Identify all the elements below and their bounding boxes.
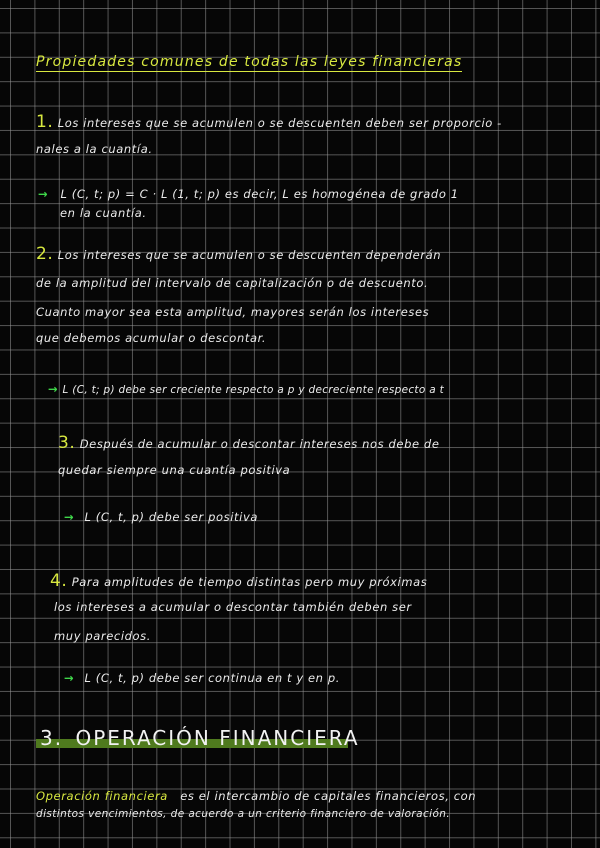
property-1-number: 1. (36, 112, 54, 132)
property-3-note (64, 510, 258, 524)
property-3-text-1: Después de acumular o descontar intereses nos debe de (79, 437, 440, 451)
property-4-number: 4. (50, 571, 68, 591)
arrow-icon: → (38, 187, 49, 201)
definition-line-1 (36, 789, 476, 803)
property-2-line-2: de la amplitud del intervalo de capitalización o de descuento. (36, 276, 429, 290)
property-4-line-3: muy parecidos. (54, 629, 152, 643)
property-4-note (64, 671, 340, 685)
property-2-note-text: L (C, t; p) debe ser creciente respecto a p y decreciente respecto a t (62, 384, 444, 396)
property-1-line-2: nales a la cuantía. (36, 142, 153, 156)
property-1-text-1: Los intereses que se acumulen o se descuenten deben ser proporcio - (57, 116, 502, 130)
property-3-number: 3. (58, 433, 76, 453)
property-3-note-text: L (C, t, p) debe ser positiva (84, 510, 259, 524)
arrow-icon: → (64, 671, 75, 685)
property-2-number: 2. (36, 244, 54, 264)
definition-line-2: distintos vencimientos, de acuerdo a un criterio financiero de valoración. (36, 808, 451, 820)
property-4-note-text: L (C, t, p) debe ser continua en t y en p. (84, 671, 340, 685)
definition-text-1: es el intercambio de capitales financieros, con (180, 789, 477, 803)
property-1-line-1 (36, 112, 502, 132)
property-2-note (48, 382, 444, 396)
page-title (36, 54, 462, 70)
property-1-formula: L (C, t; p) = C · L (1, t; p) es decir, L es homogénea de grado 1 (60, 187, 459, 201)
property-3-line-2: quedar siempre una cuantía positiva (58, 463, 291, 477)
page-title-text: Propiedades comunes de todas las leyes financieras (36, 54, 463, 70)
property-2-text-1: Los intereses que se acumulen o se descuenten dependerán (57, 248, 442, 262)
arrow-icon: → (48, 382, 59, 396)
property-2-line-4: que debemos acumular o descontar. (36, 331, 267, 345)
property-2-line-1 (36, 244, 441, 264)
section-heading (40, 726, 360, 750)
property-4-line-2: los intereses a acumular o descontar también deben ser (54, 600, 412, 614)
property-3-line-1 (58, 433, 440, 453)
property-1-formula-line-1 (38, 187, 459, 201)
property-4-line-1 (50, 571, 427, 591)
section-title: OPERACIÓN FINANCIERA (75, 726, 360, 750)
property-4-text-1: Para amplitudes de tiempo distintas pero muy próximas (71, 575, 428, 589)
property-1-formula-line-2: en la cuantía. (60, 206, 147, 220)
section-number: 3. (40, 726, 64, 750)
arrow-icon: → (64, 510, 75, 524)
property-2-line-3: Cuanto mayor sea esta amplitud, mayores serán los intereses (36, 305, 430, 319)
definition-term: Operación financiera (36, 789, 168, 803)
